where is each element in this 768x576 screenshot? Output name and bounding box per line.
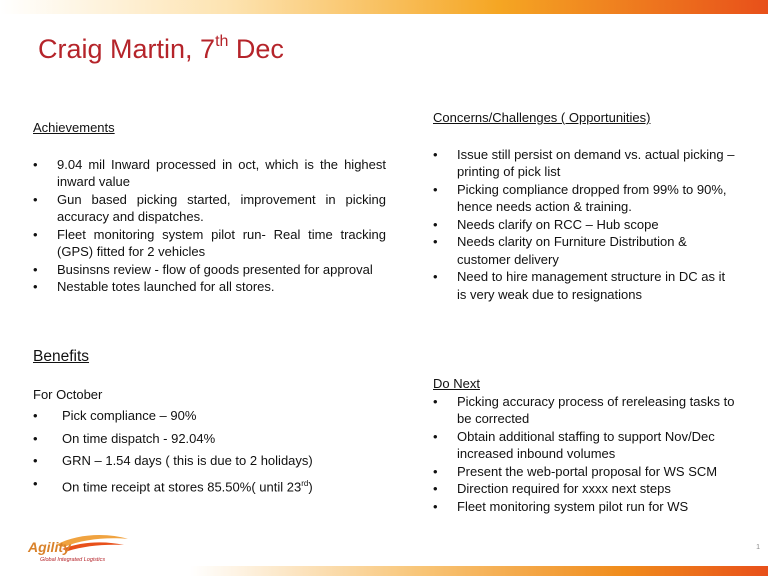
- agility-logo: [28, 531, 138, 567]
- list-item: • Needs clarity on Furniture Distribution & customer delivery: [433, 233, 738, 268]
- logo-wordmark: Agility: [28, 539, 71, 555]
- logo-tagline: Global Integrated Logistics: [40, 557, 106, 563]
- list-item: • 9.04 mil Inward processed in oct, which is the highest inward value: [33, 156, 386, 191]
- achievements-section: [33, 119, 386, 296]
- benefits-list: [33, 407, 386, 495]
- list-item: • Issue still persist on demand vs. actual picking – printing of pick list: [433, 146, 738, 181]
- achievements-list: [33, 156, 386, 296]
- list-item: • On time dispatch - 92.04%: [33, 430, 386, 448]
- list-item: • Direction required for xxxx next steps: [433, 480, 738, 498]
- do-next-list: [433, 393, 738, 516]
- list-item: • Obtain additional staffing to support Nov/Dec increased inbound volumes: [433, 428, 738, 463]
- benefits-heading: Benefits: [33, 348, 90, 365]
- benefits-period: For October: [33, 386, 103, 402]
- list-item: • Picking compliance dropped from 99% to 90%, hence needs action & training.: [433, 181, 738, 216]
- list-item: • Present the web-portal proposal for WS SCM: [433, 463, 738, 481]
- benefits-section: [33, 348, 386, 500]
- list-item: • Fleet monitoring system pilot run- Real time tracking (GPS) fitted for 2 vehicles: [33, 226, 386, 261]
- slide-title: Craig Martin, 7th Dec: [38, 33, 284, 64]
- list-item: • Needs clarify on RCC – Hub scope: [433, 216, 738, 234]
- concerns-section: [433, 109, 738, 303]
- concerns-list: [433, 146, 738, 304]
- top-gradient-bar: [0, 0, 768, 14]
- list-item: • Businsns review - flow of goods presented for approval: [33, 261, 386, 279]
- list-item: • Gun based picking started, improvement in picking accuracy and dispatches.: [33, 191, 386, 226]
- list-item: • On time receipt at stores 85.50%( until 23rd): [33, 475, 386, 496]
- do-next-heading: Do Next: [433, 376, 480, 391]
- list-item: • Need to hire management structure in DC as it is very weak due to resignations: [433, 268, 738, 303]
- list-item: • Picking accuracy process of rereleasing tasks to be corrected: [433, 393, 738, 428]
- page-number: 1: [756, 544, 760, 551]
- list-item: • Pick compliance – 90%: [33, 407, 386, 425]
- list-item: • Fleet monitoring system pilot run for WS: [433, 498, 738, 516]
- do-next-section: [433, 375, 738, 515]
- concerns-heading: Concerns/Challenges ( Opportunities): [433, 110, 651, 125]
- list-item: • GRN – 1.54 days ( this is due to 2 holidays): [33, 452, 386, 470]
- achievements-heading: Achievements: [33, 120, 115, 135]
- bottom-gradient-bar: [190, 566, 768, 576]
- list-item: • Nestable totes launched for all stores.: [33, 278, 386, 296]
